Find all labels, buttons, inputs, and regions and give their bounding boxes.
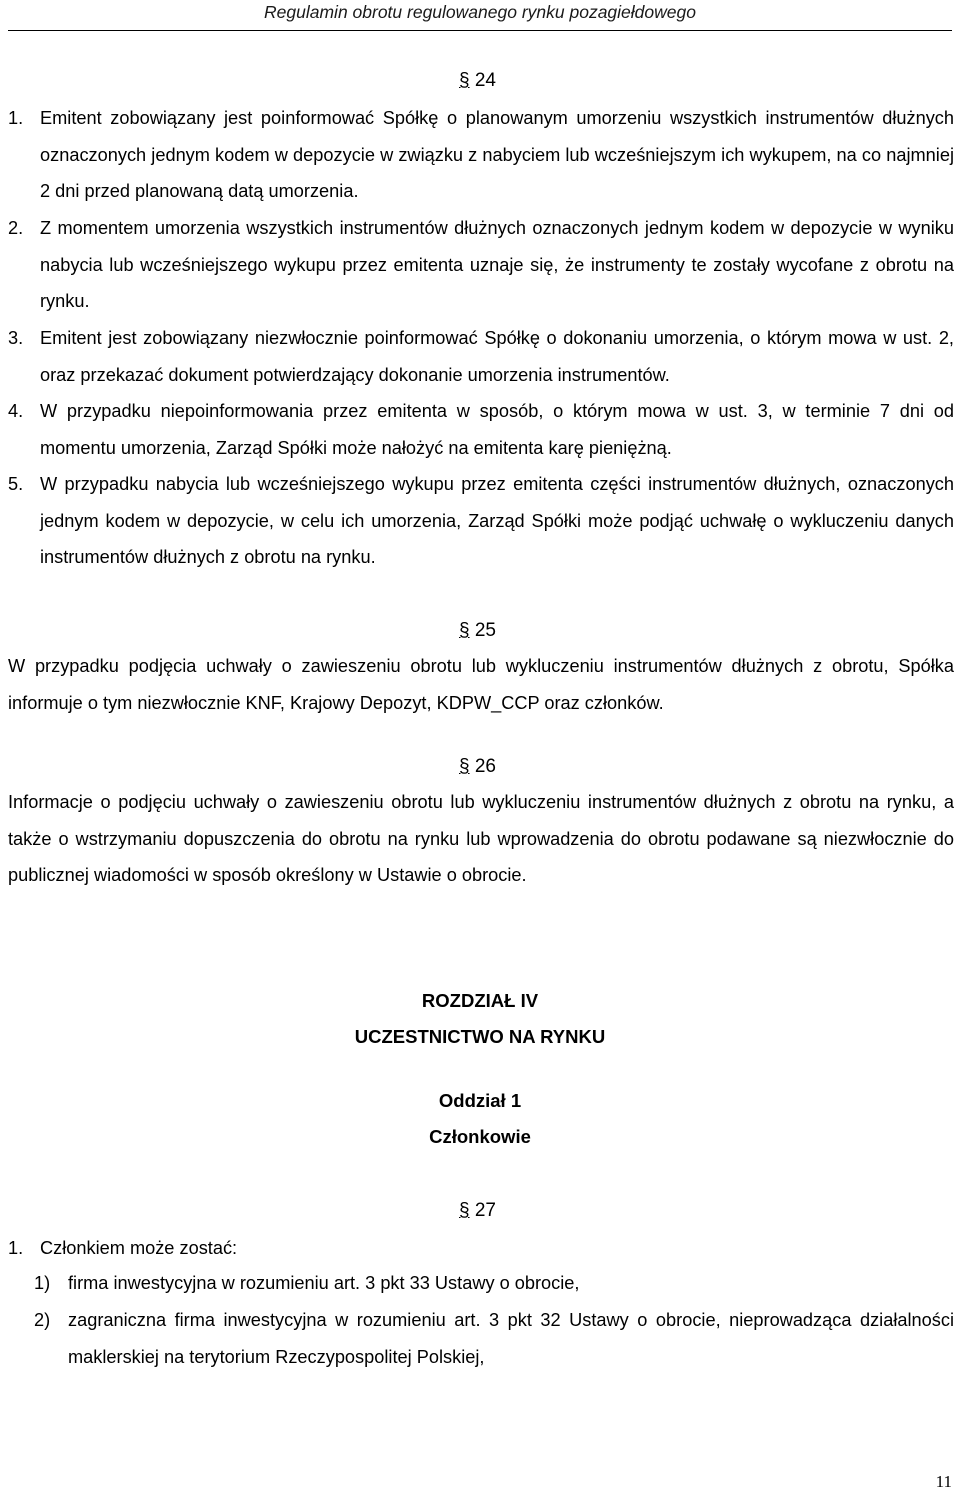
paragraph-24-2: Z momentem umorzenia wszystkich instrumentów dłużnych oznaczonych jednym kodem w depozycie w wyniku nabycia lub wcześniejszego wykupu przez emitenta uznaje się, że instrumenty te zostały wycofane z obrotu na rynku. bbox=[40, 218, 954, 312]
subitem-number: 2) bbox=[34, 1310, 51, 1330]
subitem-number: 1) bbox=[34, 1273, 51, 1293]
paragraph-24-4: W przypadku niepoinformowania przez emitenta w sposób, o którym mowa w ust. 3, w terminie 7 dni od momentu umorzenia, Zarząd Spółki może nałożyć na emitenta karę pieniężną. bbox=[40, 401, 954, 458]
section-number: 24 bbox=[474, 70, 496, 91]
section-sign: § bbox=[459, 756, 470, 777]
section-25-heading bbox=[459, 620, 496, 642]
item-number: 1. bbox=[8, 1238, 24, 1258]
section-number: 27 bbox=[474, 1200, 496, 1221]
section-24-heading bbox=[459, 70, 496, 92]
subitem-27-1-2: zagraniczna firma inwestycyjna w rozumieniu art. 3 pkt 32 Ustawy o obrocie, nieprowadząca działalności maklerskiej na terytorium Rzeczypospolitej Polskiej, bbox=[68, 1310, 954, 1367]
section-subtitle: Członkowie bbox=[429, 1126, 531, 1147]
paragraph-24-3: Emitent jest zobowiązany niezwłocznie poinformować Spółkę o dokonaniu umorzenia, o którym mowa w ust. 2, oraz przekazać dokument potwierdzający dokonanie umorzenia instrumentów. bbox=[40, 328, 954, 385]
section-number: 25 bbox=[474, 620, 496, 641]
item-number: 3. bbox=[8, 328, 24, 348]
paragraph-25: W przypadku podjęcia uchwały o zawieszeniu obrotu lub wykluczeniu instrumentów dłużnych z obrotu, Spółka informuje o tym niezwłocznie KNF, Krajowy Depozyt, KDPW_CCP oraz członków. bbox=[8, 656, 954, 713]
section-27-heading bbox=[459, 1200, 496, 1222]
section-sign: § bbox=[459, 70, 470, 91]
section-sign: § bbox=[459, 620, 470, 641]
paragraph-24-1: Emitent zobowiązany jest poinformować Spółkę o planowanym umorzeniu wszystkich instrumentów dłużnych oznaczonych jednym kodem w depozycie w związku z nabyciem lub wcześniejszym ich wykupem, na co najmniej 2 dni przed planowaną datą umorzenia. bbox=[40, 108, 954, 202]
item-number: 1. bbox=[8, 108, 24, 128]
section-sign: § bbox=[459, 1200, 470, 1221]
running-header: Regulamin obrotu regulowanego rynku pozagiełdowego bbox=[264, 2, 696, 22]
section-number: 26 bbox=[474, 756, 496, 777]
paragraph-27-1: Członkiem może zostać: bbox=[40, 1238, 238, 1258]
section-title: Oddział 1 bbox=[438, 1090, 522, 1111]
section-26-heading bbox=[459, 756, 496, 778]
item-number: 5. bbox=[8, 474, 24, 494]
paragraph-26: Informacje o podjęciu uchwały o zawieszeniu obrotu lub wykluczeniu instrumentów dłużnych z obrotu na rynku, a także o wstrzymaniu dopuszczenia do obrotu na rynku lub wprowadzenia do obrotu podawane są niezwłocznie do publicznej wiadomości w sposób określony w Ustawie o obrocie. bbox=[8, 792, 954, 886]
paragraph-24-5: W przypadku nabycia lub wcześniejszego wykupu przez emitenta części instrumentów dłużnych, oznaczonych jednym kodem w depozycie, w celu ich umorzenia, Zarząd Spółki może podjąć uchwałę o wykluczeniu danych instrumentów dłużnych z obrotu na rynku. bbox=[40, 474, 954, 568]
chapter-subtitle: UCZESTNICTWO NA RYNKU bbox=[354, 1026, 606, 1047]
header-rule bbox=[8, 30, 952, 31]
subitem-27-1-1: firma inwestycyjna w rozumieniu art. 3 pkt 33 Ustawy o obrocie, bbox=[68, 1273, 580, 1293]
page-number: 11 bbox=[935, 1472, 952, 1491]
item-number: 4. bbox=[8, 401, 24, 421]
chapter-title: ROZDZIAŁ IV bbox=[421, 990, 539, 1011]
item-number: 2. bbox=[8, 218, 24, 238]
